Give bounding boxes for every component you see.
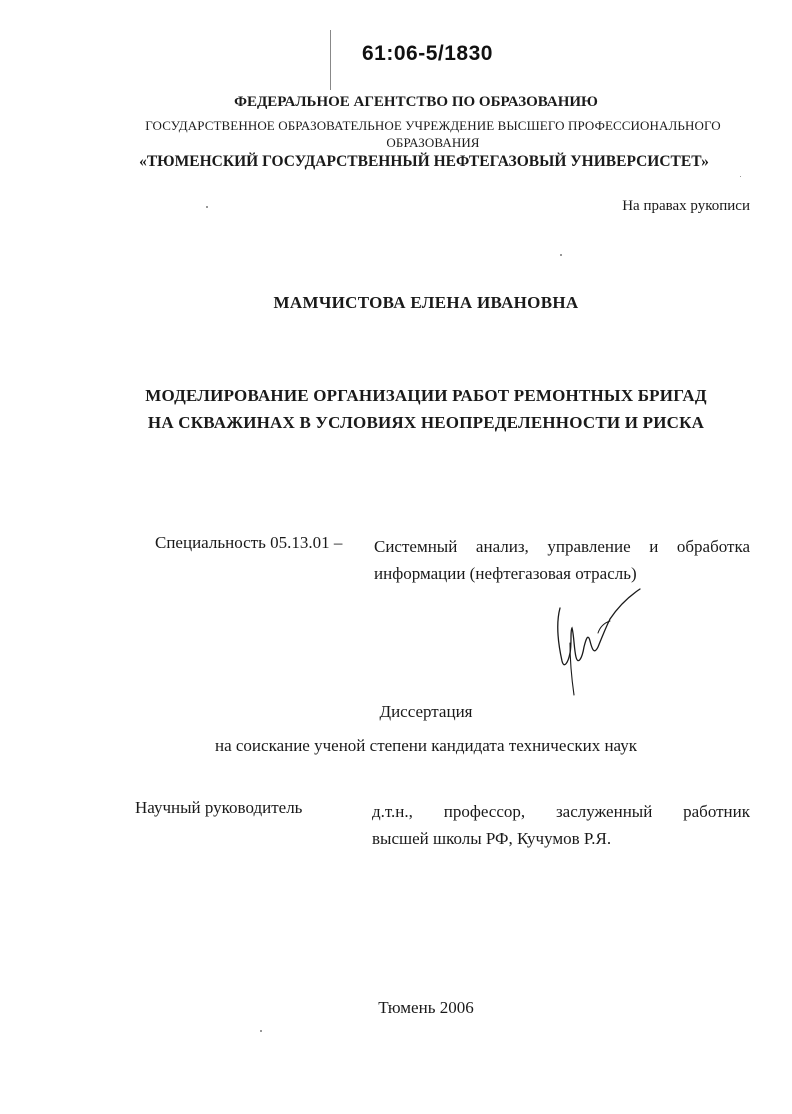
scan-speck xyxy=(560,254,562,256)
supervisor-value-line-1: д.т.н., профессор, заслуженный работник xyxy=(372,802,750,821)
institution-line-2: ОБРАЗОВАНИЯ xyxy=(386,135,480,150)
specialty-value-line-2: информации (нефтегазовая отрасль) xyxy=(374,564,637,583)
handwritten-signature xyxy=(548,583,648,698)
specialty-label: Специальность 05.13.01 – xyxy=(155,533,343,552)
scan-speck xyxy=(740,176,741,177)
institution-heading xyxy=(38,117,792,151)
specialty-value-line-1: Системный анализ, управление и обработка xyxy=(374,537,750,556)
agency-heading: ФЕДЕРАЛЬНОЕ АГЕНТСТВО ПО ОБРАЗОВАНИЮ xyxy=(234,94,598,110)
supervisor-value-line-2: высшей школы РФ, Кучумов Р.Я. xyxy=(372,829,612,848)
degree-line: на соискание ученой степени кандидата технических наук xyxy=(214,736,637,755)
dissertation-title xyxy=(30,382,792,436)
scan-speck xyxy=(260,1030,262,1032)
title-line-2: НА СКВАЖИНАХ В УСЛОВИЯХ НЕОПРЕДЕЛЕННОСТИ И РИСКА xyxy=(147,413,705,432)
specialty-value xyxy=(374,533,750,587)
title-line-1: МОДЕЛИРОВАНИЕ ОРГАНИЗАЦИИ РАБОТ РЕМОНТНЫХ БРИГАД xyxy=(145,386,707,405)
institution-line-1: ГОСУДАРСТВЕННОЕ ОБРАЗОВАТЕЛЬНОЕ УЧРЕЖДЕНИЕ ВЫСШЕГО ПРОФЕССИОНАЛЬНОГО xyxy=(145,118,721,133)
city-year: Тюмень 2006 xyxy=(378,998,474,1017)
supervisor-value xyxy=(372,798,750,852)
dissertation-type: Диссертация xyxy=(379,702,473,721)
scan-artifact-line xyxy=(330,30,331,90)
supervisor-label: Научный руководитель xyxy=(135,798,303,817)
university-heading: «ТЮМЕНСКИЙ ГОСУДАРСТВЕННЫЙ НЕФТЕГАЗОВЫЙ УНИВЕРСИСТЕТ» xyxy=(139,153,709,170)
author-name: МАМЧИСТОВА ЕЛЕНА ИВАНОВНА xyxy=(273,293,579,312)
scan-speck xyxy=(206,206,208,208)
rights-note: На правах рукописи xyxy=(622,198,750,214)
catalog-stamp: 61:06-5/1830 xyxy=(362,42,493,65)
